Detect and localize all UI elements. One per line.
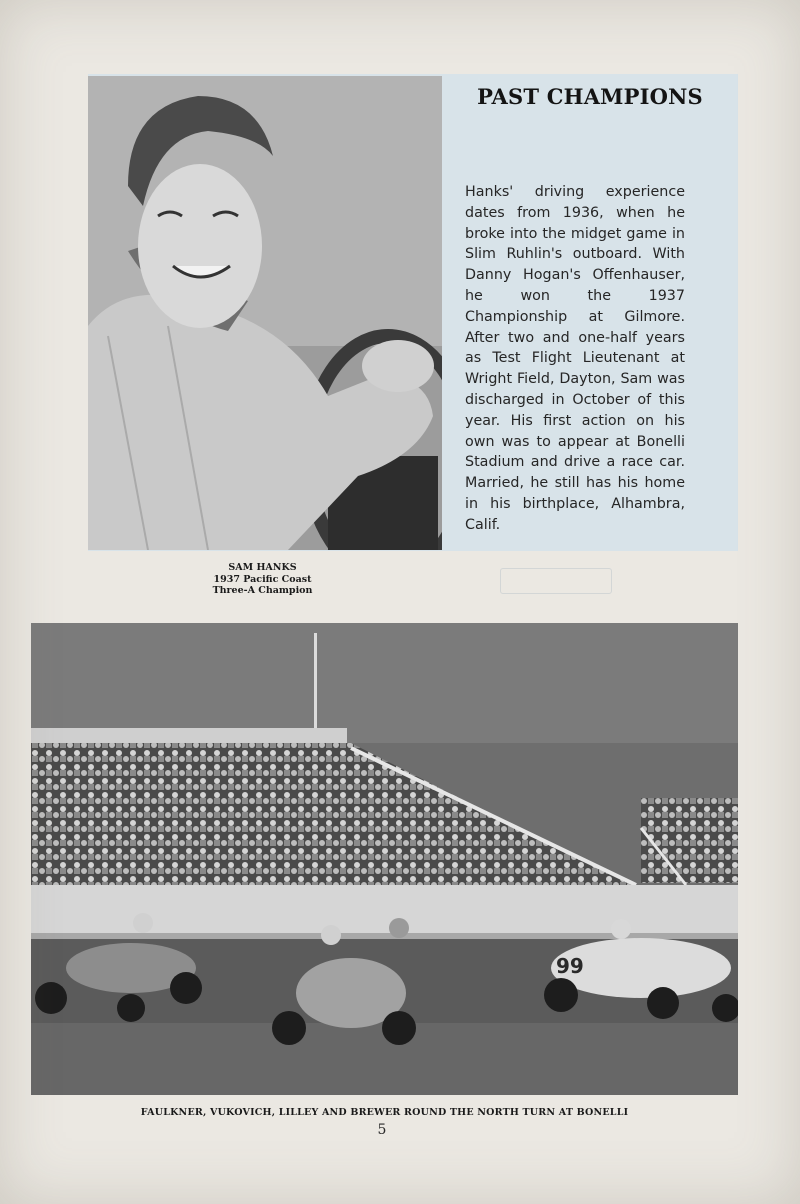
race-photo-north-turn — [31, 623, 738, 1095]
race-illustration — [31, 623, 738, 1095]
race-photo-caption: FAULKNER, VUKOVICH, LILLEY AND BREWER ROUND THE NORTH TURN AT BONELLI — [140, 1107, 629, 1118]
car-number-label: 99 — [556, 954, 584, 978]
portrait-illustration — [88, 76, 442, 550]
caption-title-line: Three-A Champion — [212, 585, 313, 596]
caption-driver-name: SAM HANKS — [228, 562, 297, 573]
driver-biography: Hanks' driving experience dates from 1936, when he broke into the midget game in Slim Ruhlin's outboard. With Danny Hogan's Offenhauser, he won the 1937 Championship at Gilmore. After two and one-half years as Test Flight Lieutenant at Wright Field, Dayton, Sam was discharged in October of this year. His first action on his own was to appear at Bonelli Stadium and drive a race car. Married, he still has his home in his birthplace, Alhambra, Calif. — [465, 184, 685, 533]
portrait-photo-sam-hanks — [88, 76, 442, 550]
page-title: PAST CHAMPIONS — [477, 84, 703, 109]
faded-stamp-mark — [500, 568, 612, 594]
portrait-caption — [185, 562, 340, 597]
page-number: 5 — [377, 1122, 387, 1138]
caption-title-line: 1937 Pacific Coast — [213, 573, 312, 585]
